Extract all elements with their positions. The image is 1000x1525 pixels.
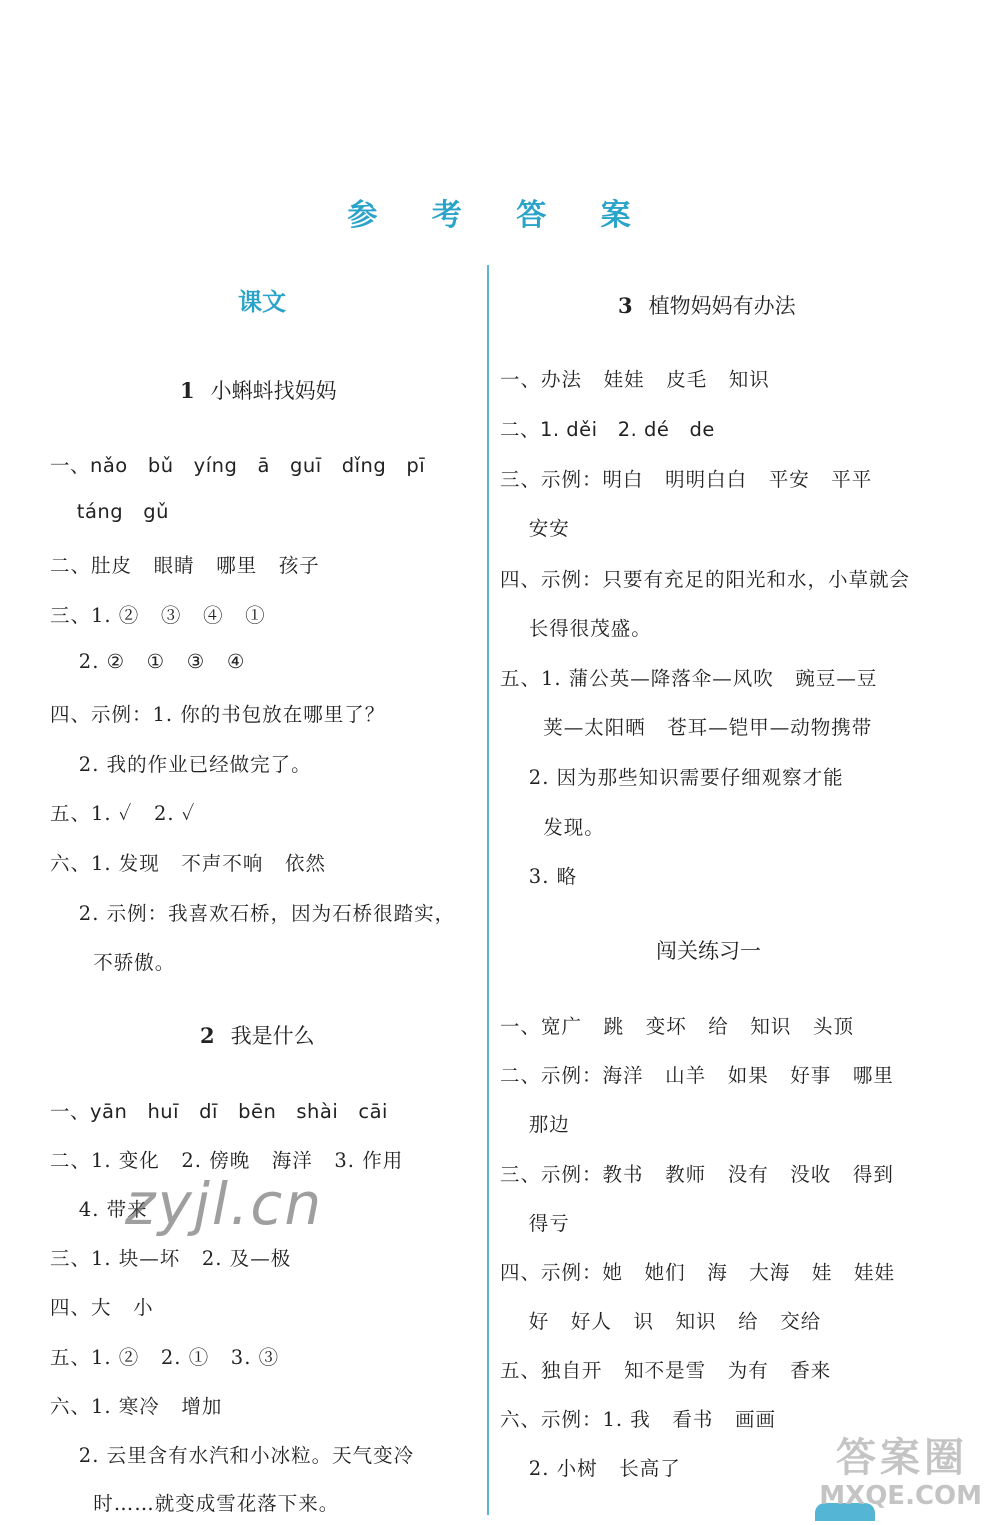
watermark-text: zyjl.cn [125,1170,324,1238]
answer-line: 二、示例：海洋 山羊 如果 好事 哪里 [500,1064,894,1087]
answer-line: 发现。 [500,816,605,839]
lesson-title: 闯关练习一 [656,939,761,963]
answer-line: 六、1. 发现 不声不响 依然 [50,852,326,875]
answer-line: 好 好人 识 知识 给 交给 [500,1310,822,1333]
answer-line: 五、1. 蒲公英—降落伞—风吹 豌豆—豆 [500,667,878,690]
answer-line: 六、示例：1. 我 看书 画画 [500,1408,776,1431]
lesson-number: 1 [180,378,195,403]
section-heading: 课文 [238,288,286,316]
answer-line: 五、独自开 知不是雪 为有 香来 [500,1359,832,1382]
lesson-2-heading [200,1020,315,1050]
answer-line: 二、1. 变化 2. 傍晚 海洋 3. 作用 [50,1149,404,1172]
answer-line: 2. 因为那些知识需要仔细观察才能 [500,766,844,789]
answer-line: 四、示例：只要有充足的阳光和水，小草就会 [500,568,911,591]
answer-line: 一、nǎo bǔ yíng ā guī dǐng pī [50,454,426,477]
answer-line: 五、1. ✓ 2. ✓ [50,802,196,825]
answer-line: 荚—太阳晒 苍耳—铠甲—动物携带 [500,716,873,739]
answer-line: 得亏 [500,1212,570,1235]
answer-line: 一、yān huī dī bēn shài cāi [50,1100,388,1123]
answer-line: 4. 带来 [50,1198,148,1221]
answer-line: 3. 略 [500,865,578,888]
lesson-1-heading [180,375,337,405]
lesson-number: 3 [618,293,633,318]
answer-line: 四、示例：1. 你的书包放在哪里了？ [50,703,386,726]
answer-line: 二、肚皮 眼睛 哪里 孩子 [50,554,320,577]
answer-line: 四、大 小 [50,1296,154,1319]
answer-line: 安安 [500,517,570,540]
answer-line: 一、宽广 跳 变坏 给 知识 头顶 [500,1015,854,1038]
lesson-title: 植物妈妈有办法 [648,294,796,318]
answer-line: 2. 我的作业已经做完了。 [50,753,312,776]
lesson-3-heading [618,290,796,320]
answer-line: 长得很茂盛。 [500,617,652,640]
lesson-number: 2 [200,1023,215,1048]
answer-line: táng gǔ [50,500,169,523]
answer-line: 四、示例：她 她们 海 大海 娃 娃娃 [500,1261,895,1284]
column-divider [487,265,489,1515]
answer-line: 2. 云里含有水汽和小冰粒。天气变冷 [50,1444,415,1467]
lesson-title: 小蝌蚪找妈妈 [210,379,337,403]
watermark-logo [815,1426,990,1521]
lesson-title: 我是什么 [230,1024,315,1048]
answer-line: 三、1. ② ③ ④ ① [50,604,266,627]
answer-line: 2. 示例：我喜欢石桥，因为石桥很踏实， [50,902,456,925]
answer-line: 不骄傲。 [50,951,176,974]
answer-line: 六、1. 寒冷 增加 [50,1395,223,1418]
answer-line: 时……就变成雪花落下来。 [50,1492,340,1515]
answer-line: 2. 小树 长高了 [500,1457,681,1480]
answer-line: 2. ② ① ③ ④ [50,650,246,673]
answer-line: 那边 [500,1113,570,1136]
answer-line: 二、1. děi 2. dé de [500,418,715,441]
answer-line: 五、1. ② 2. ① 3. ③ [50,1346,280,1369]
review-heading [656,935,761,965]
page-title: 参 考 答 案 [347,198,653,233]
answer-line: 三、示例：教书 教师 没有 没收 得到 [500,1163,894,1186]
watermark-logo-text: 答案圈 [836,1435,968,1481]
answer-line: 三、1. 块—坏 2. 及—极 [50,1247,292,1270]
answer-line: 一、办法 娃娃 皮毛 知识 [500,368,770,391]
watermark-site-text: MXQE.COM [819,1481,982,1511]
answer-line: 三、示例：明白 明明白白 平安 平平 [500,468,873,491]
